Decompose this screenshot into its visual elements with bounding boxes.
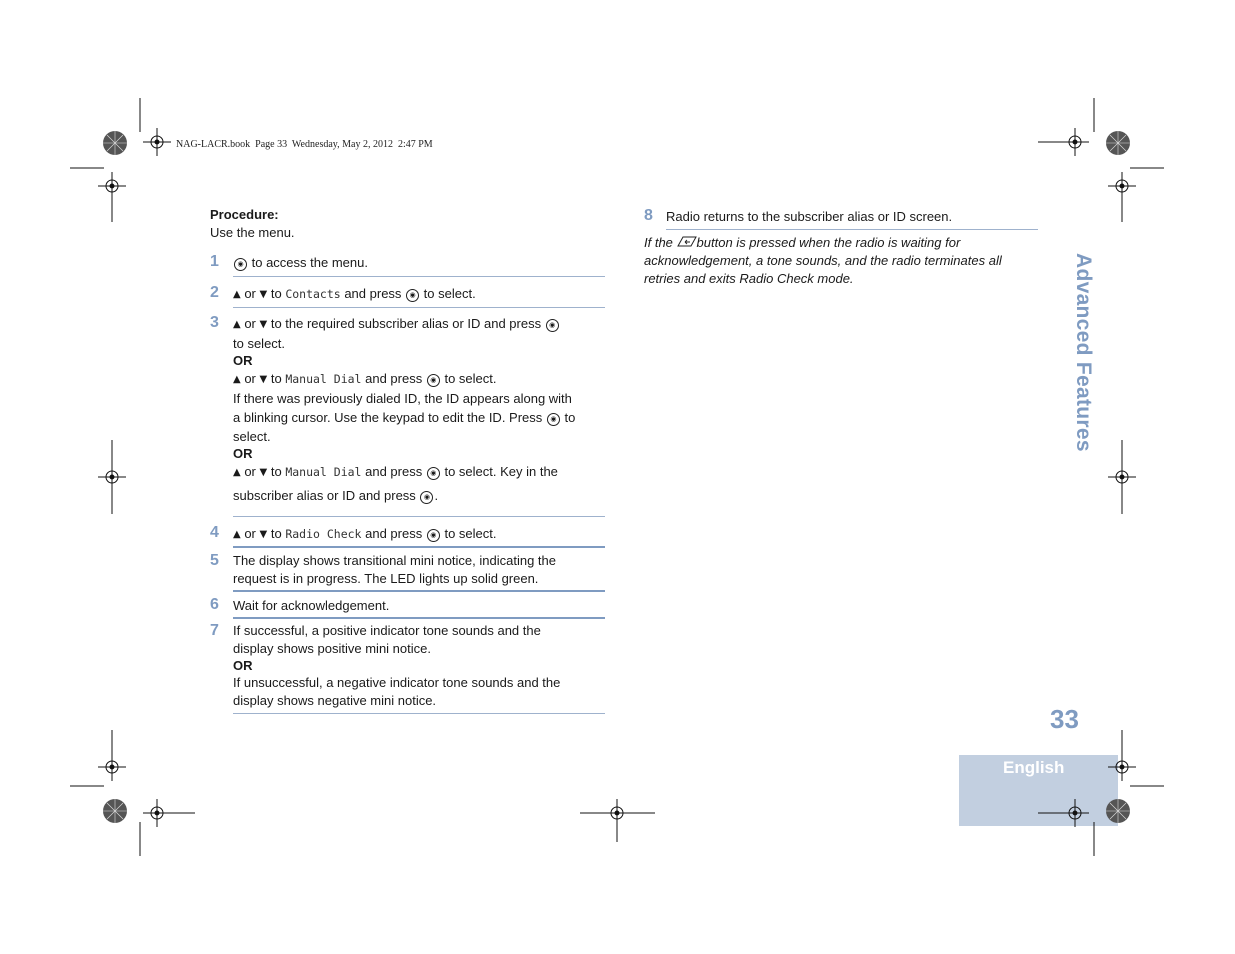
step-8-text: Radio returns to the subscriber alias or ID screen. (666, 209, 953, 224)
step-text-fragment: to the required subscriber alias or ID and press (270, 316, 542, 331)
step-text-fragment: If there was previously dialed ID, the ID appears along with (233, 391, 572, 406)
step-text-fragment: to (270, 286, 282, 301)
menu-ok-button-icon: ◉ (234, 258, 247, 271)
step-text-fragment: a blinking cursor. Use the keypad to edit the ID. Press (233, 410, 543, 425)
step-text-fragment: and press (365, 464, 423, 479)
step-number: 2 (210, 284, 219, 301)
step-6-text: Wait for acknowledgement. (233, 598, 390, 613)
step-text-fragment: and press (344, 286, 402, 301)
up-arrow-icon: ▲ (233, 467, 241, 478)
menu-ok-button-icon: ◉ (427, 529, 440, 542)
step-text-fragment: to select. (444, 526, 497, 541)
or-separator: OR (233, 353, 253, 368)
language-label: English (1003, 758, 1065, 777)
menu-ok-button-icon: ◉ (406, 289, 419, 302)
step-text-fragment: The display shows transitional mini notice, indicating the (233, 553, 557, 568)
procedure-intro: Use the menu. (210, 225, 295, 240)
down-arrow-icon: ▼ (259, 289, 268, 300)
step-text-fragment: request is in progress. The LED lights up solid green. (233, 571, 539, 586)
step-text-fragment: to select. (423, 286, 476, 301)
up-arrow-icon: ▲ (233, 529, 241, 540)
up-arrow-icon: ▲ (233, 374, 241, 385)
section-side-title: Advanced Features (1072, 253, 1095, 452)
step-text-fragment: select. (233, 429, 271, 444)
page-number: 33 (1050, 704, 1079, 734)
procedure-label: Procedure: (210, 207, 279, 222)
step-text-fragment: or (244, 464, 256, 479)
step-text-fragment: to select. Key in the (444, 464, 558, 479)
step-text-fragment: or (244, 526, 256, 541)
down-arrow-icon: ▼ (259, 374, 268, 385)
menu-item-name: Manual Dial (285, 372, 362, 386)
step-text-fragment: or (244, 286, 256, 301)
step-text-fragment: or (244, 371, 256, 386)
step-text-fragment: to (270, 371, 282, 386)
step-text-fragment: If unsuccessful, a negative indicator tone sounds and the (233, 675, 561, 690)
up-arrow-icon: ▲ (233, 319, 241, 330)
note-text-fragment: acknowledgement, a tone sounds, and the radio terminates all (644, 253, 1002, 268)
step-text-fragment: to (270, 526, 282, 541)
step-text-fragment: to select. (444, 371, 497, 386)
menu-ok-button-icon: ◉ (546, 319, 559, 332)
note-text-fragment: If the (644, 235, 673, 250)
step-text-fragment: to select. (233, 336, 286, 351)
note-text-fragment: button is pressed when the radio is waiting for (696, 235, 961, 250)
menu-ok-button-icon: ◉ (547, 413, 560, 426)
step-text-fragment: . (434, 488, 439, 503)
menu-item-name: Contacts (285, 287, 341, 301)
step-text-fragment: subscriber alias or ID and press (233, 488, 416, 503)
step-text-fragment: display shows positive mini notice. (233, 641, 431, 656)
step-text-fragment: to (270, 464, 282, 479)
down-arrow-icon: ▼ (259, 319, 268, 330)
step-text-fragment: to access the menu. (251, 255, 368, 270)
step-text-fragment: If successful, a positive indicator tone sounds and the (233, 623, 541, 638)
step-text-fragment: to (564, 410, 576, 425)
menu-ok-button-icon: ◉ (427, 374, 440, 387)
book-info-line: NAG-LACR.book Page 33 Wednesday, May 2, 2012 2:47 PM (176, 139, 433, 150)
menu-ok-button-icon: ◉ (427, 467, 440, 480)
menu-item-name: Manual Dial (285, 465, 362, 479)
or-separator: OR (233, 446, 253, 461)
note-text-fragment: retries and exits Radio Check mode. (644, 271, 854, 286)
step-text-fragment: display shows negative mini notice. (233, 693, 437, 708)
down-arrow-icon: ▼ (259, 467, 268, 478)
step-text-fragment: and press (365, 526, 423, 541)
step-number: 1 (210, 253, 219, 270)
step-number: 5 (210, 552, 219, 569)
step-number: 7 (210, 622, 219, 639)
up-arrow-icon: ▲ (233, 289, 241, 300)
step-number: 3 (210, 314, 219, 331)
menu-ok-button-icon: ◉ (420, 491, 433, 504)
or-separator: OR (233, 658, 253, 673)
down-arrow-icon: ▼ (259, 529, 268, 540)
step-number: 6 (210, 596, 219, 613)
step-number: 8 (644, 207, 653, 224)
menu-item-name: Radio Check (285, 527, 362, 541)
step-text-fragment: and press (365, 371, 423, 386)
step-number: 4 (210, 524, 219, 541)
step-text-fragment: or (244, 316, 256, 331)
